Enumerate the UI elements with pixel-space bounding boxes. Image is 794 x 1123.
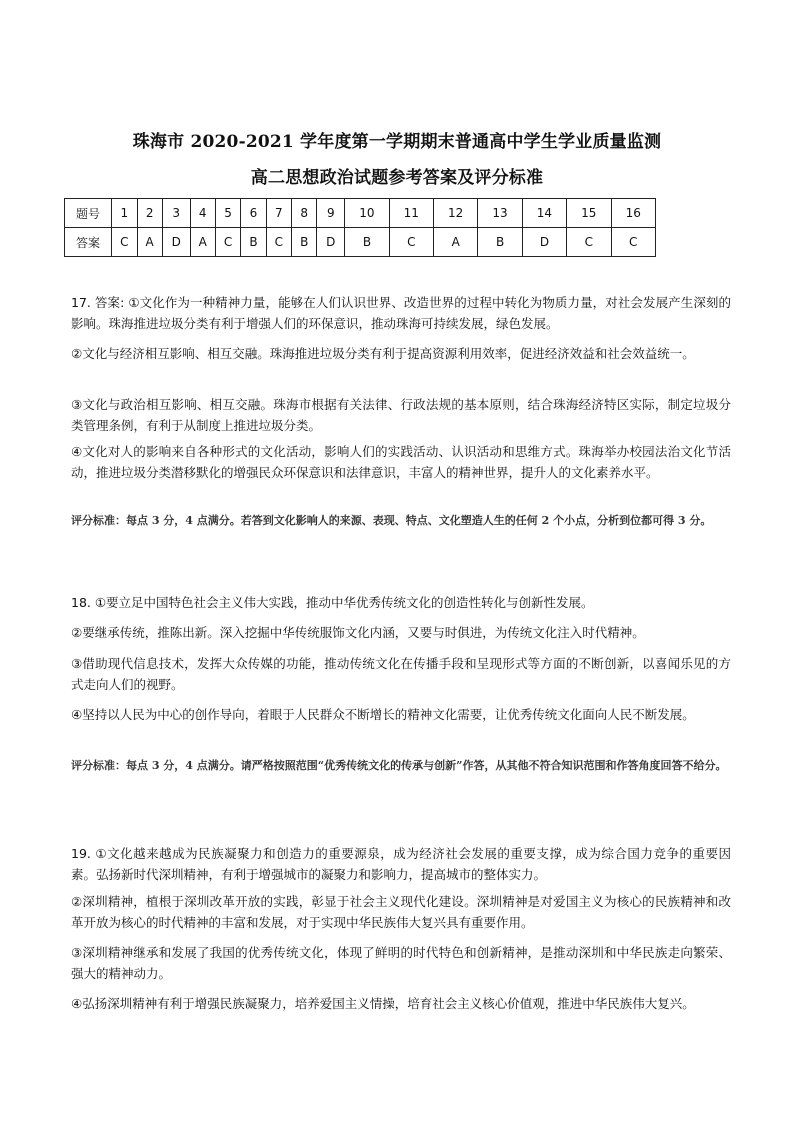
answer-cell: B [292,228,317,257]
q19-point-3: ③深圳精神继承和发展了我国的优秀传统文化，体现了鲜明的时代特色和创新精神，是推动深圳和中华民族走向繁荣、强大的精神动力。 [71,945,731,981]
question-number-cell: 8 [292,199,317,228]
answer-cell: A [137,228,162,257]
q17-point-1: 17. 答案: ①文化作为一种精神力量，能够在人们认识世界、改造世界的过程中转化为物质力量，对社会发展产生深刻的影响。珠海推进垃圾分类有利于增强人们的环保意识，推动珠海可持续发展，绿色发展。 [71,295,731,331]
row-label-question: 题号 [65,199,112,228]
answer-cell: D [162,228,190,257]
answer-cell: D [522,228,566,257]
question-number-cell: 13 [478,199,522,228]
answer-row [65,228,656,257]
q19-point-1: 19. ①文化越来越成为民族凝聚力和创造力的重要源泉，成为经济社会发展的重要支撑，成为综合国力竞争的重要因素。弘扬新时代深圳精神，有利于增强城市的凝聚力和影响力，提高城市的整体实力。 [71,846,731,882]
question-number-cell: 1 [112,199,138,228]
answer-cell: A [190,228,215,257]
question-number-row [65,199,656,228]
question-number-cell: 3 [162,199,190,228]
q18-point-1: 18. ①要立足中国特色社会主义伟大实践，推动中华优秀传统文化的创造性转化与创新性发展。 [71,595,594,610]
answer-cell: B [241,228,266,257]
question-number-cell: 10 [345,199,389,228]
question-number-cell: 15 [567,199,611,228]
question-number-cell: 9 [317,199,345,228]
q18-scoring-note: 评分标准：每点 3 分，4 点满分。请严格按照范围“优秀传统文化的传承与创新”作答，从其他不符合知识范围和作答角度回答不给分。 [71,759,727,772]
q18-point-4: ④坚持以人民为中心的创作导向，着眼于人民群众不断增长的精神文化需要，让优秀传统文化面向人民不断发展。 [71,707,695,722]
question-number-cell: 16 [611,199,656,228]
answer-table [64,198,656,257]
q19-point-2: ②深圳精神，植根于深圳改革开放的实践，彰显于社会主义现代化建设。深圳精神是对爱国主义为核心的民族精神和改革开放为核心的时代精神的丰富和发展，对于实现中华民族伟大复兴具有重要作用。 [71,894,731,930]
question-number-cell: 7 [266,199,292,228]
answer-cell: C [266,228,292,257]
q19-point-4: ④弘扬深圳精神有利于增强民族凝聚力，培养爱国主义情操，培育社会主义核心价值观，推进中华民族伟大复兴。 [71,996,695,1011]
answer-cell: B [345,228,389,257]
answer-cell: A [434,228,478,257]
row-label-answer: 答案 [65,228,112,257]
question-number-cell: 6 [241,199,266,228]
q17-point-4: ④文化对人的影响来自各种形式的文化活动，影响人们的实践活动、认识活动和思维方式。珠海举办校园法治文化节活动，推进垃圾分类潜移默化的增强民众环保意识和法律意识，丰富人的精神世界，提升人的文化素养水平。 [71,444,731,480]
question-number-cell: 5 [215,199,241,228]
question-number-cell: 4 [190,199,215,228]
document-title: 珠海市 2020-2021 学年度第一学期期末普通高中学生学业质量监测 [132,132,662,152]
answer-cell: C [112,228,138,257]
answer-cell: C [611,228,656,257]
document-subtitle: 高二思想政治试题参考答案及评分标准 [250,168,544,188]
answer-cell: C [567,228,611,257]
answer-cell: D [317,228,345,257]
q17-point-2: ②文化与经济相互影响、相互交融。珠海推进垃圾分类有利于提高资源利用效率，促进经济效益和社会效益统一。 [71,346,695,361]
answer-cell: C [389,228,433,257]
q18-point-2: ②要继承传统，推陈出新。深入挖掘中华传统服饰文化内涵，又要与时俱进，为传统文化注入时代精神。 [71,625,645,640]
question-number-cell: 14 [522,199,566,228]
q17-point-3: ③文化与政治相互影响、相互交融。珠海市根据有关法律、行政法规的基本原则，结合珠海经济特区实际，制定垃圾分类管理条例，有利于从制度上推进垃圾分类。 [71,397,731,433]
answer-cell: C [215,228,241,257]
q17-scoring-note: 评分标准：每点 3 分，4 点满分。若答到文化影响人的来源、表现、特点、文化塑造人生的任何 2 个小点，分析到位都可得 3 分。 [71,514,712,527]
answer-cell: B [478,228,522,257]
question-number-cell: 11 [389,199,433,228]
question-number-cell: 12 [434,199,478,228]
question-number-cell: 2 [137,199,162,228]
q18-point-3: ③借助现代信息技术，发挥大众传媒的功能，推动传统文化在传播手段和呈现形式等方面的不断创新，以喜闻乐见的方式走向人们的视野。 [71,656,731,692]
